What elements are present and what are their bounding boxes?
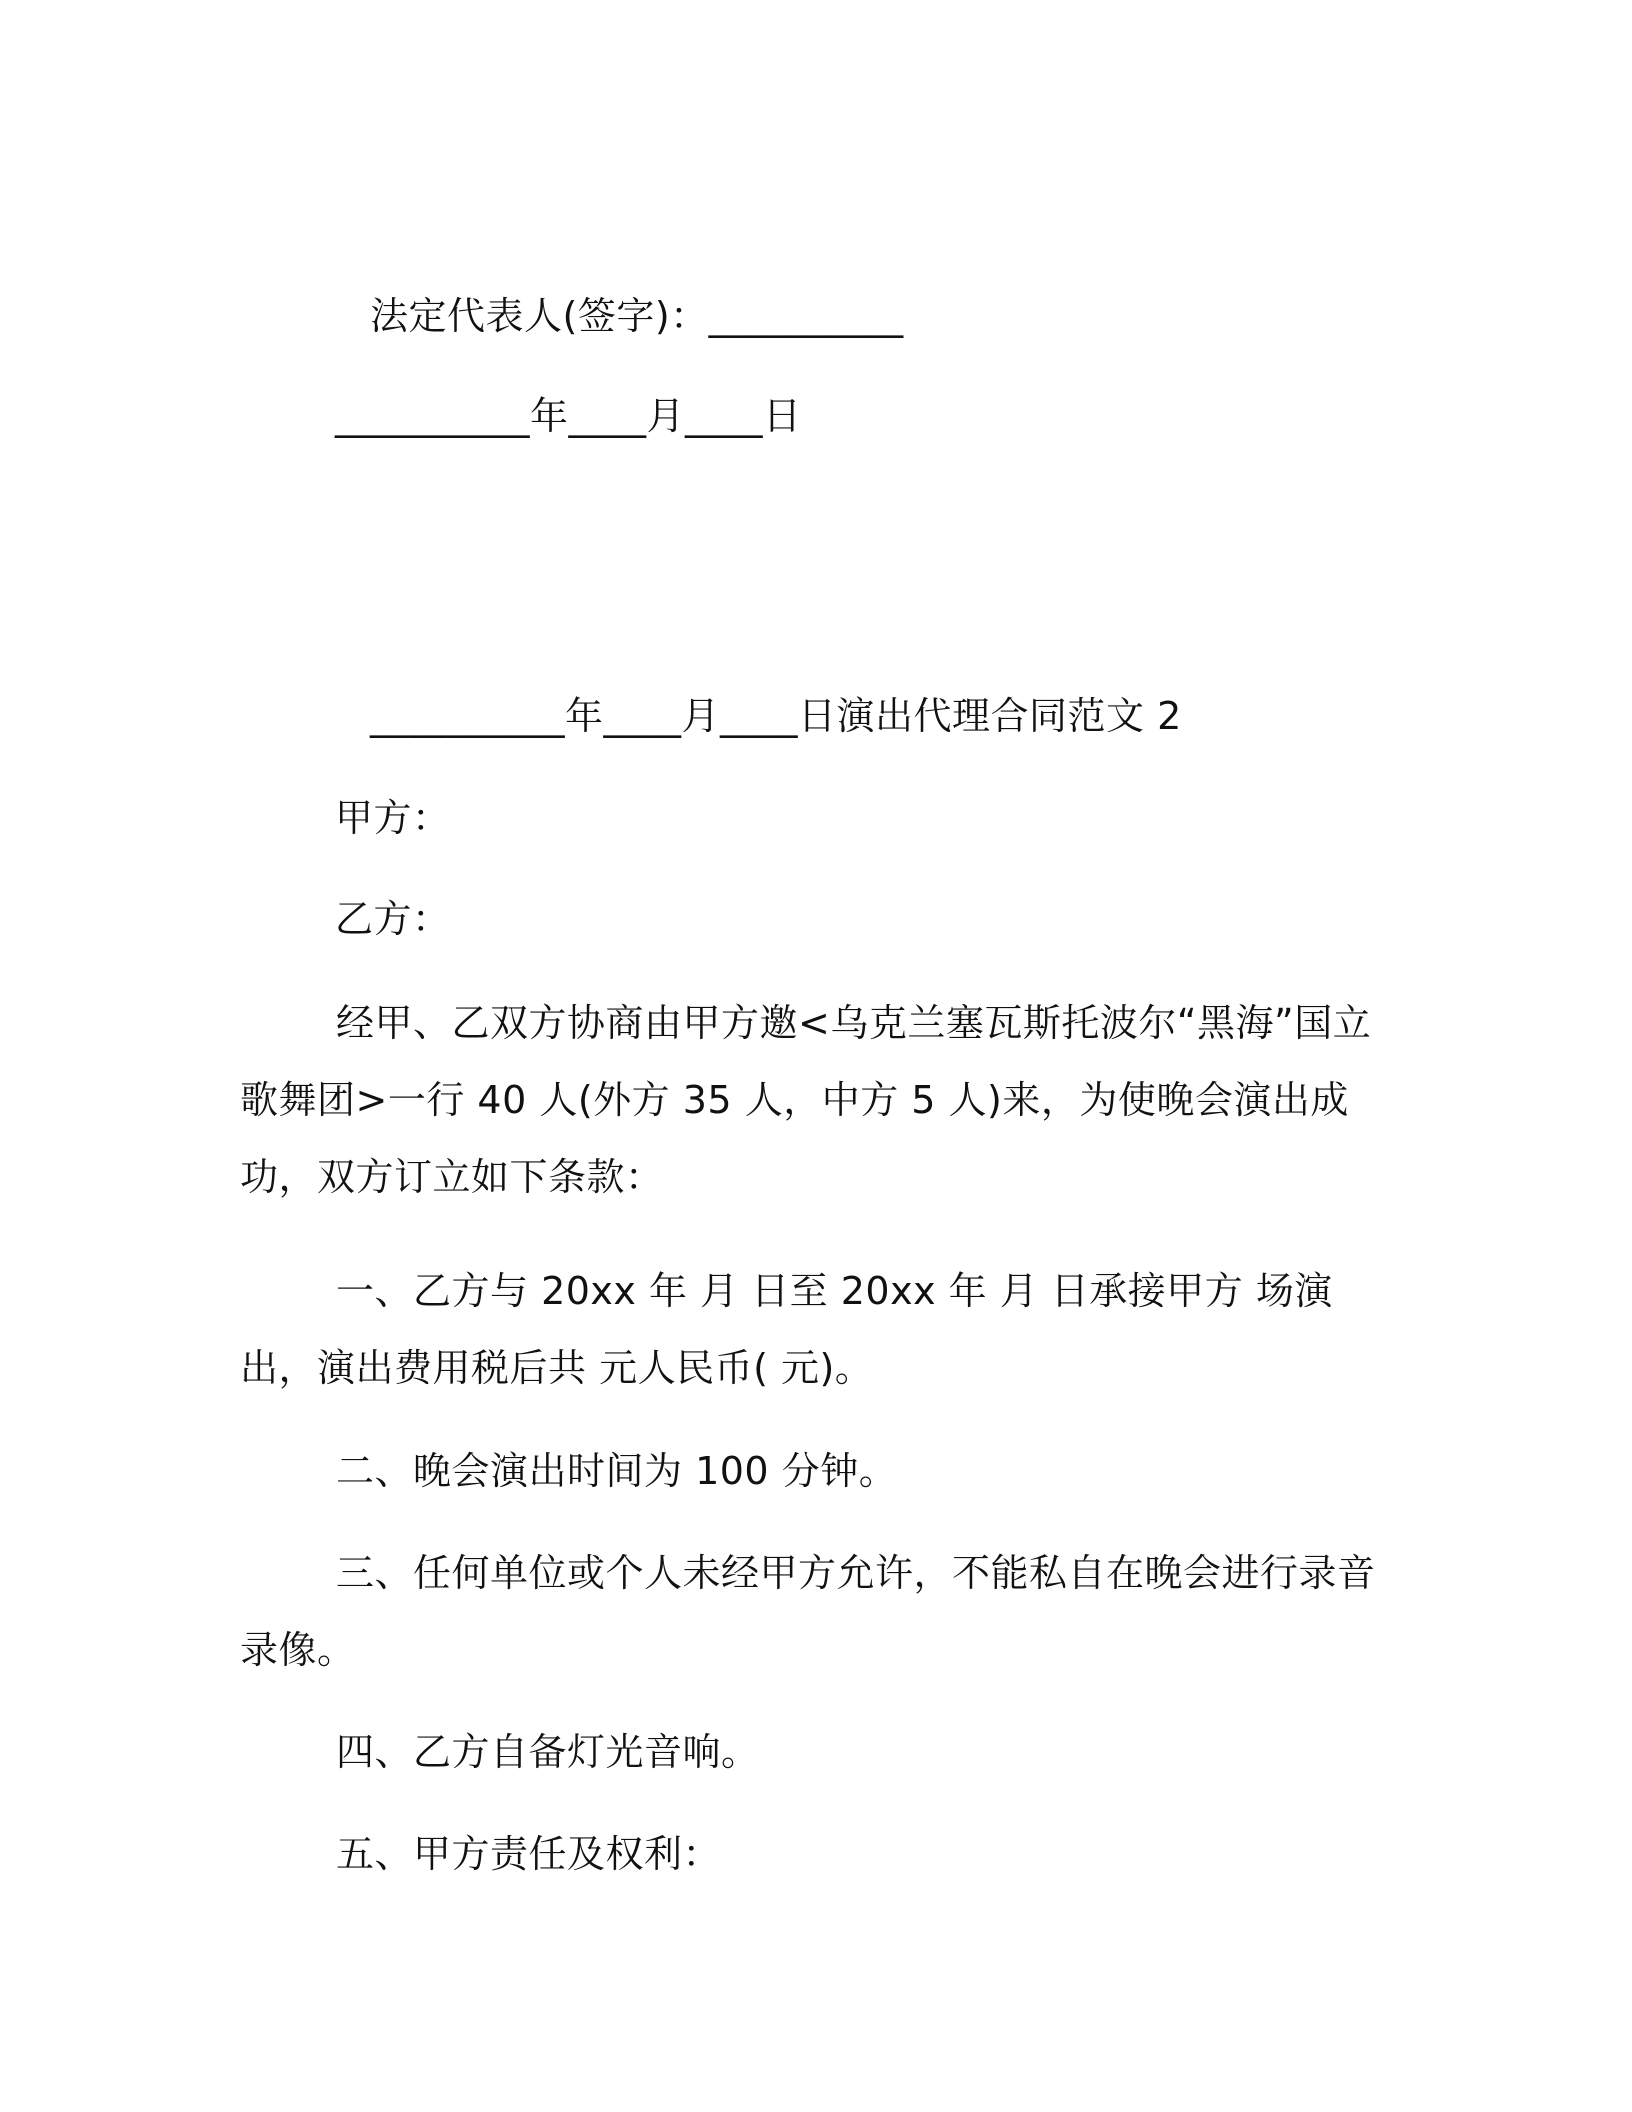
clause-5: 五、甲方责任及权利：	[336, 1832, 722, 1876]
signature-date-line: __________年____月____日	[335, 394, 802, 438]
intro-paragraph: 经甲、乙双方协商由甲方邀<乌克兰塞瓦斯托波尔“黑海”国立歌舞团>一行 40 人(外方 35 人，中方 5 人)来，为使晚会演出成功，双方订立如下条款：	[240, 1001, 1372, 1199]
clause-3: 三、任何单位或个人未经甲方允许，不能私自在晚会进行录音录像。	[240, 1551, 1376, 1672]
legal-representative-signature-line: 法定代表人(签字)：__________	[370, 294, 904, 338]
document-title: __________年____月____日演出代理合同范文 2	[370, 694, 1182, 738]
clause-2: 二、晚会演出时间为 100 分钟。	[336, 1449, 898, 1493]
party-b-label: 乙方：	[335, 897, 451, 941]
clause-4: 四、乙方自备灯光音响。	[336, 1730, 760, 1774]
party-a-label: 甲方：	[335, 796, 451, 840]
clause-1: 一、乙方与 20xx 年 月 日至 20xx 年 月 日承接甲方 场演出，演出费用税后共 元人民币( 元)。	[240, 1269, 1333, 1390]
